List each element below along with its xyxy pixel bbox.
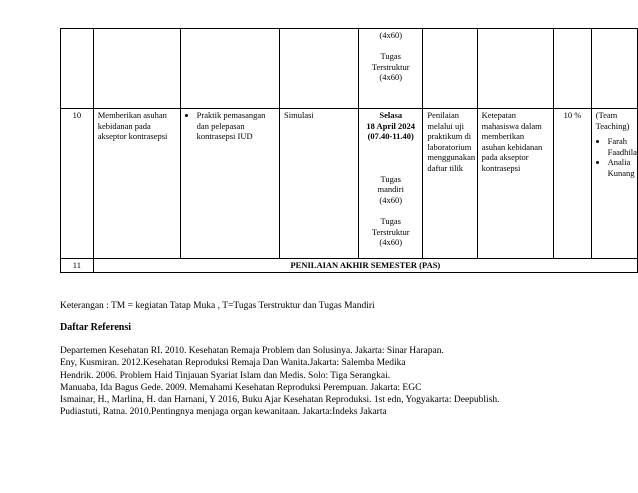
reference-item: Pudiastuti, Ratna. 2010.Pentingnya menjaga organ kewanitaan. Jakarta:Indeks Jakarta (60, 407, 387, 418)
cell-schedule (359, 29, 423, 109)
weight-text: 10 % (554, 109, 591, 259)
final-exam-label: PENILAIAN AKHIR SEMESTER (PAS) (93, 259, 637, 273)
tugas-mandiri-line: (4x60) (379, 194, 403, 205)
reference-item: Manuaba, Ida Bagus Gede. 2009. Memahami Kesehatan Reproduksi Perempuan. Jakarta: EGC (60, 382, 422, 393)
table-note: Keterangan : TM = kegiatan Tatap Muka , T=Tugas Terstruktur dan Tugas Mandiri (60, 301, 375, 311)
reference-item: Departemen Kesehatan RI. 2010. Kesehatan Remaja Problem dan Solusinya. Jakarta: Sinar Harapan. (60, 346, 444, 356)
tugas-terstruktur-line: (4x60) (379, 237, 403, 248)
cell-assessment (423, 29, 477, 109)
cell-competency (93, 29, 180, 109)
eval-spacer (363, 41, 418, 52)
references-list (60, 345, 500, 419)
reference-item: Eny, Kusmiran. 2012.Kesehatan Reproduksi Remaja Dan Wanita.Jakarta: Salemba Medika (60, 358, 406, 369)
references-heading: Daftar Referensi (60, 322, 131, 333)
course-plan-table (60, 28, 638, 273)
tugas-terstruktur-line: Terstruktur (371, 226, 410, 237)
row-number: 10 (61, 109, 94, 259)
eval-line: (4x60) (379, 30, 403, 40)
table-row-continuation (61, 29, 638, 109)
eval-line: Terstruktur (371, 61, 410, 72)
lecturer-item: • Analia Kunang (608, 157, 633, 178)
cell-weight (554, 29, 591, 109)
team-label: (Team Teaching) (595, 110, 630, 131)
tugas-mandiri-line: Tugas (380, 173, 401, 184)
eval-line: (4x60) (379, 72, 403, 83)
table-row-10 (61, 109, 638, 259)
cell-no (61, 29, 94, 109)
schedule-time: (07.40-11.40) (367, 131, 414, 142)
reference-item: Hendrik. 2006. Problem Haid Tinjauan Syariat Islam dan Medis. Solo: Tiga Serangkai. (60, 370, 391, 381)
cell-material (180, 29, 279, 109)
material-list (185, 110, 275, 142)
tugas-mandiri-line: mandiri (377, 184, 404, 195)
criteria-text: Ketepatan mahasiswa dalam memberikan asuhan kebidanan pada akseptor kontrasepsi (477, 109, 554, 259)
row-number: 11 (61, 259, 94, 273)
table-row-11 (61, 259, 638, 273)
method-text: Simulasi (280, 109, 359, 259)
eval-line: Tugas (380, 51, 401, 62)
lecturer-item: • Farah Faadhila (608, 136, 633, 157)
cell-lecturer (591, 29, 637, 109)
lecturer-cell (591, 109, 637, 259)
cell-method (280, 29, 359, 109)
schedule-date: 18 April 2024 (366, 120, 416, 131)
material-item: • Praktik pemasangan dan pelepasan kontrasepsi IUD (197, 110, 275, 142)
schedule-day: Selasa (379, 110, 403, 120)
material-cell (180, 109, 279, 259)
competency-text: Memberikan asuhan kebidanan pada akseptor kontrasepsi (93, 109, 180, 259)
cell-criteria (477, 29, 554, 109)
reference-item: Ismainar, H., Marlina, H. dan Harnani, Y 2016, Buku Ajar Kesehatan Reproduksi. 1st edn, Yogyakarta: Deepublish. (60, 395, 500, 406)
lecturer-list (596, 136, 637, 178)
tugas-terstruktur-line: Tugas (380, 215, 401, 226)
assessment-text: Penilaian melalui uji praktikum di laboratorium menggunakan daftar tilik (423, 109, 477, 259)
schedule-cell (359, 109, 423, 259)
